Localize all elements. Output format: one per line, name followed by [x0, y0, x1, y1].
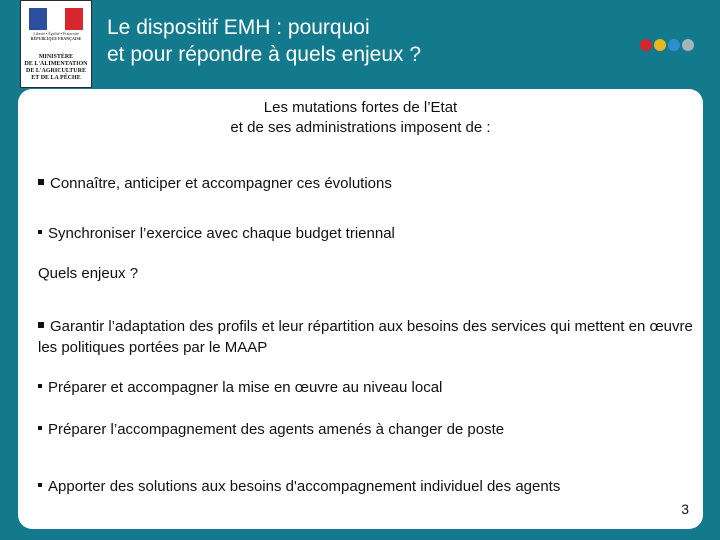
bullet-item-6 [38, 476, 693, 497]
yellow-dot-icon [654, 39, 666, 51]
logo-republic: RÉPUBLIQUE FRANÇAISE [30, 36, 82, 41]
square-bullet-icon [38, 322, 44, 328]
bullet-item-4 [38, 377, 693, 398]
slide-title-line-2: et pour répondre à quels enjeux ? [107, 43, 422, 66]
intro-line-2: et de ses administrations imposent de : [230, 119, 491, 136]
grey-dot-icon [682, 39, 694, 51]
bullet-item-3 [38, 316, 693, 358]
ministry-logo [20, 0, 92, 88]
logo-motto: Liberté • Égalité • Fraternité [33, 31, 79, 36]
bullet-item-text: Connaître, anticiper et accompagner ces évolutions [50, 175, 392, 192]
french-flag-icon [29, 8, 83, 30]
bullet-item-5 [38, 419, 693, 440]
bullet-item-1 [38, 173, 693, 194]
square-bullet-icon [38, 483, 42, 487]
decorative-dots [640, 39, 694, 51]
intro-line-1: Les mutations fortes de l’Etat [263, 99, 458, 116]
square-bullet-icon [38, 426, 42, 430]
square-bullet-icon [38, 179, 44, 185]
blue-dot-icon [668, 39, 680, 51]
bullet-item-text: Préparer l’accompagnement des agents amenés à changer de poste [48, 421, 505, 438]
slide-title-line-1: Le dispositif EMH : pourquoi [107, 16, 370, 39]
bullet-item-2 [38, 223, 693, 244]
square-bullet-icon [38, 384, 42, 388]
bullet-item-text: Garantir l’adaptation des profils et leur répartition aux besoins des services qui mettent en œuvre les politiques portées par le MAAP [38, 318, 693, 356]
bullet-item-text: Synchroniser l’exercice avec chaque budget triennal [48, 225, 395, 242]
bullet-item-text: Apporter des solutions aux besoins d'accompagnement individuel des agents [48, 478, 561, 495]
square-bullet-icon [38, 230, 42, 234]
page-number: 3 [681, 501, 689, 517]
content-card [18, 89, 703, 529]
logo-ministry-name: MINISTÈRE DE L'ALIMENTATION DE L'AGRICULTURE ET DE LA PÊCHE [24, 54, 88, 81]
slide-title [107, 14, 587, 68]
section-heading: Quels enjeux ? [38, 265, 139, 282]
red-dot-icon [640, 39, 652, 51]
intro-text [18, 98, 703, 138]
bullet-item-text: Préparer et accompagner la mise en œuvre au niveau local [48, 379, 443, 396]
